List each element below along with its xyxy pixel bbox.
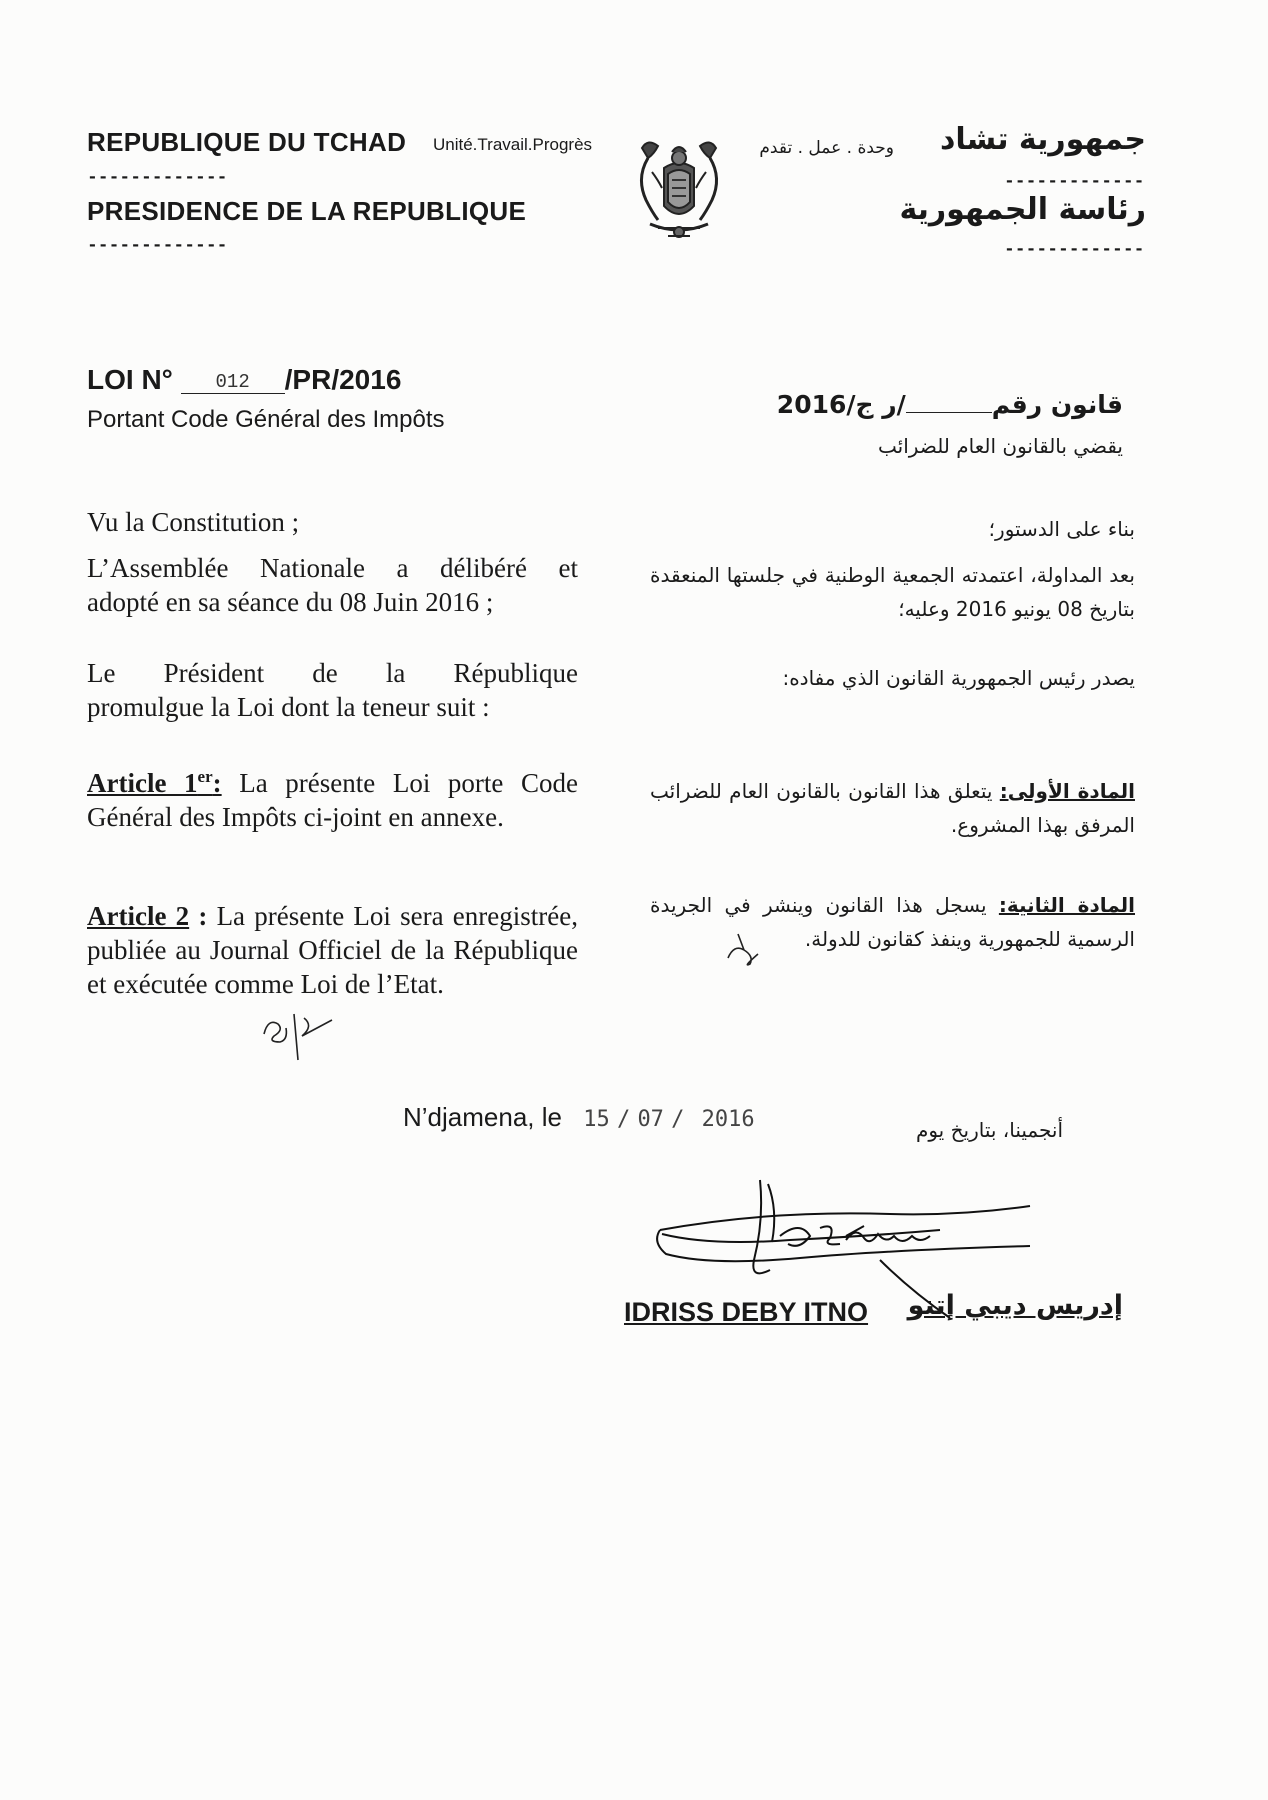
law-number-blank-ar [906, 412, 992, 413]
separator-fr-1: ------------- [87, 168, 228, 188]
law-subject-fr: Portant Code Général des Impôts [87, 406, 445, 433]
assemblee-line-1-fr: L’Assemblée Nationale a délibéré et [87, 553, 578, 583]
assemblee-paragraph-ar [650, 558, 1135, 626]
separator-ar-1: ------------- [1004, 172, 1145, 192]
separator-ar-2: ------------- [1004, 240, 1145, 260]
republic-title-ar: جمهورية تشاد [940, 122, 1146, 157]
law-suffix-fr: /PR/2016 [284, 364, 402, 395]
assemblee-text-ar: بعد المداولة، اعتمدته الجمعية الوطنية في جلستها المنعقدة بتاريخ 08 يونيو 2016 وعليه؛ [650, 563, 1135, 621]
place-date-fr: N’djamena, le 15 / 07 / 2016 [403, 1102, 755, 1132]
signatory-name-ar: إدريس ديبي إتنو [907, 1290, 1123, 1321]
assemblee-line-2-fr: adopté en sa séance du 08 Juin 2016 ; [87, 587, 494, 617]
presidency-title-ar: رئاسة الجمهورية [899, 192, 1146, 227]
article-2-text-fr: La présente Loi sera enregistrée, publiée au Journal Officiel de la République et exécutée comme Loi de l’Etat. [87, 901, 578, 999]
president-paragraph-ar [650, 661, 1135, 695]
assemblee-paragraph-fr [87, 551, 578, 619]
city-label-fr: N’djamena, le [403, 1102, 562, 1132]
law-number: 012 [181, 371, 285, 394]
law-suffix-ar: /ر ج/2016 [776, 390, 906, 419]
motto-ar: وحدة . عمل . تقدم [759, 138, 894, 158]
visa-text-ar: بناء على الدستور؛ [988, 517, 1135, 541]
law-number-line-ar [777, 390, 1123, 419]
visa-text-fr: Vu la Constitution ; [87, 507, 300, 537]
date-month: 07 [637, 1107, 664, 1132]
law-prefix-fr: LOI N° [87, 364, 173, 395]
republic-title-fr: REPUBLIQUE DU TCHAD [87, 127, 407, 157]
date-day: 15 [583, 1107, 610, 1132]
president-line-1-fr: Le Président de la République [87, 658, 578, 688]
date-year: 2016 [701, 1107, 755, 1132]
article-2-text-ar: يسجل هذا القانون وينشر في الجريدة الرسمية للجمهورية وينفذ كقانون للدولة. [650, 893, 1135, 951]
president-text-ar: يصدر رئيس الجمهورية القانون الذي مفاده: [782, 666, 1135, 690]
article-2-fr: Article 2 : La présente Loi sera enregistrée, publiée au Journal Officiel de la République et exécutée comme Loi de l’Etat. [87, 901, 578, 999]
presidency-title-fr: PRESIDENCE DE LA REPUBLIQUE [87, 196, 527, 226]
article-2-label-ar: المادة الثانية: [998, 893, 1135, 917]
initials-paraph-ar [720, 924, 774, 970]
motto-fr: Unité.Travail.Progrès [433, 135, 593, 154]
article-1-ar [650, 774, 1135, 842]
separator-fr-2: ------------- [87, 236, 228, 256]
article-1-label-ar: المادة الأولى: [999, 779, 1135, 803]
article-2-label-fr: Article 2 [87, 901, 190, 931]
article-1-text-fr: La présente Loi porte Code Général des Impôts ci-joint en annexe. [87, 768, 578, 832]
article-1-text-ar: يتعلق هذا القانون بالقانون العام للضرائب المرفق بهذا المشروع. [650, 779, 1135, 837]
law-subject-ar: يقضي بالقانون العام للضرائب [878, 434, 1123, 458]
visa-constitution-ar [650, 512, 1135, 546]
initials-paraph-fr [258, 1006, 348, 1062]
president-paragraph-fr [87, 656, 578, 724]
coat-of-arms-emblem [628, 128, 730, 244]
signatory-name-fr: IDRISS DEBY ITNO [624, 1297, 869, 1327]
place-date-ar: أنجمينا، بتاريخ يوم [915, 1118, 1063, 1142]
law-prefix-ar: قانون رقم [991, 390, 1123, 419]
article-1-label-fr: Article 1er: [87, 767, 222, 798]
law-number-line-fr [87, 364, 401, 396]
visa-constitution-fr [87, 505, 578, 539]
president-line-2-fr: promulgue la Loi dont la teneur suit : [87, 692, 490, 722]
article-1-fr [87, 760, 578, 834]
